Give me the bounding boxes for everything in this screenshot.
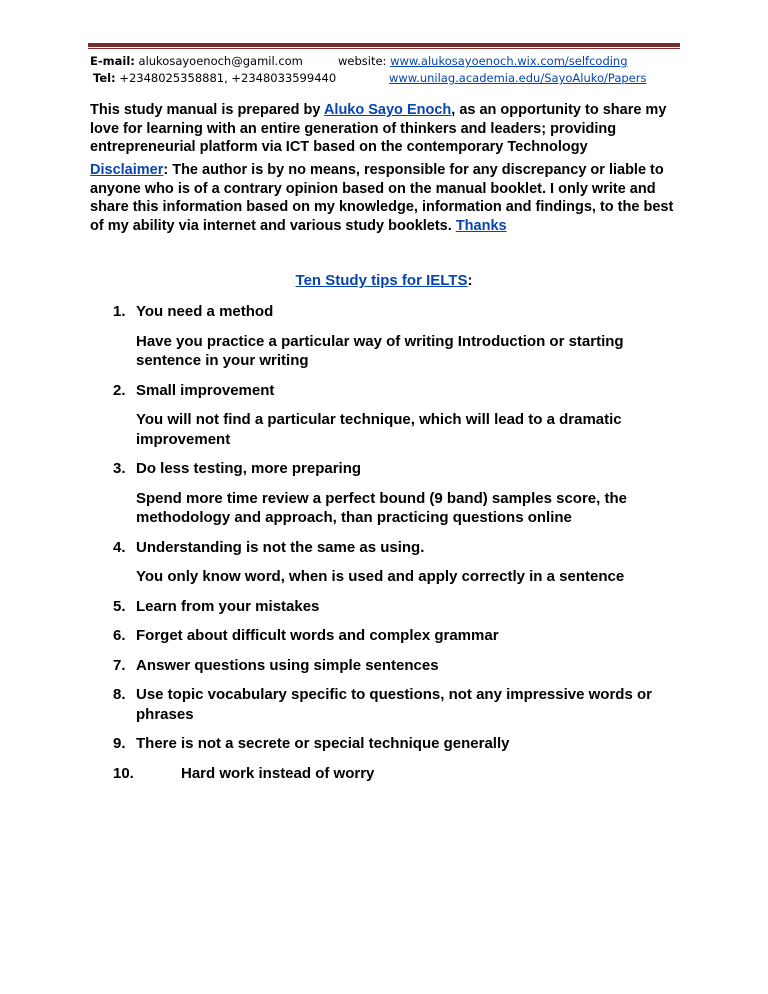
tip-number: 5. xyxy=(113,597,126,615)
tip-number: 9. xyxy=(113,735,126,752)
website-link-1[interactable]: www.alukosayoenoch.wix.com/selfcoding xyxy=(390,54,628,68)
tip-detail: You only know word, when is used and apply correctly in a sentence xyxy=(136,568,625,585)
tip-number: 8. xyxy=(113,686,126,703)
intro-text-rest: , as an opportunity to share my love for learning with an entire generation of thinkers and leaders; providing entrepreneurial platform via ICT based on the contemporary Technology xyxy=(90,102,667,155)
tip-title: Understanding is not the same as using. xyxy=(136,538,425,556)
tip-item xyxy=(113,381,673,450)
disclaimer-paragraph xyxy=(90,161,690,235)
tip-number: 4. xyxy=(113,538,126,556)
tip-title: Answer questions using simple sentences xyxy=(136,656,439,674)
tip-item xyxy=(113,597,673,617)
tip-detail: You will not find a particular technique, which will lead to a dramatic improvement xyxy=(136,411,622,448)
tip-number: 3. xyxy=(113,460,126,477)
tip-detail: Spend more time review a perfect bound (9 band) samples score, the methodology and approach, than practicing questions online xyxy=(136,489,627,526)
tip-item xyxy=(113,459,673,528)
tip-number: 10. xyxy=(113,764,134,782)
tip-item xyxy=(113,656,673,676)
tip-title: Do less testing, more preparing xyxy=(136,460,362,477)
disclaimer-link[interactable]: Disclaimer xyxy=(90,162,164,178)
tip-item xyxy=(113,302,673,371)
tip-item xyxy=(113,626,673,646)
contact-email xyxy=(90,53,303,70)
tip-item xyxy=(113,538,673,587)
thanks-link[interactable]: Thanks xyxy=(455,217,507,234)
tip-title: Learn from your mistakes xyxy=(136,597,320,615)
author-link[interactable]: Aluko Sayo Enoch xyxy=(323,102,452,118)
intro-text: This study manual is prepared by xyxy=(90,102,324,118)
tip-title: There is not a secrete or special technique generally xyxy=(136,735,510,752)
tip-number: 6. xyxy=(113,627,126,644)
tel-value: +2348025358881, +2348033599440 xyxy=(119,71,337,85)
tip-number: 2. xyxy=(113,381,126,399)
title-link[interactable]: Ten Study tips for IELTS xyxy=(295,272,468,289)
tip-title: Hard work instead of worry xyxy=(181,764,375,782)
tips-list xyxy=(113,302,673,793)
header-rule-thin xyxy=(88,48,680,49)
contact-website xyxy=(338,53,628,70)
title-colon: : xyxy=(467,272,473,289)
tip-number: 7. xyxy=(113,656,126,674)
website-label: website: xyxy=(338,54,387,68)
header-rule xyxy=(88,43,680,47)
disclaimer-text: : The author is by no means, responsible for any discrepancy or liable to anyone who is of a contrary opinion based on the manual booklet. I only write and share this information based on my knowledge, information and findings, to the best of my ability via internet and various study booklets. xyxy=(90,162,674,234)
section-title xyxy=(0,272,768,289)
tip-title: Use topic vocabulary specific to questions, not any impressive words or phrases xyxy=(136,686,652,723)
tip-item xyxy=(113,685,673,724)
tip-title: Small improvement xyxy=(136,381,275,399)
tip-title: Forget about difficult words and complex grammar xyxy=(136,627,499,644)
tip-number: 1. xyxy=(113,303,126,320)
email-value: alukosayoenoch@gamil.com xyxy=(138,54,303,68)
tip-item xyxy=(113,734,673,754)
tip-item xyxy=(113,764,673,784)
email-label: E-mail: xyxy=(90,54,135,68)
tip-title: You need a method xyxy=(136,303,274,320)
contact-tel xyxy=(93,70,336,87)
website-link-2[interactable]: www.unilag.academia.edu/SayoAluko/Papers xyxy=(389,71,647,85)
tip-detail: Have you practice a particular way of writing Introduction or starting sentence in your writing xyxy=(136,332,624,369)
tel-label: Tel: xyxy=(93,71,116,85)
intro-paragraph xyxy=(90,101,690,157)
